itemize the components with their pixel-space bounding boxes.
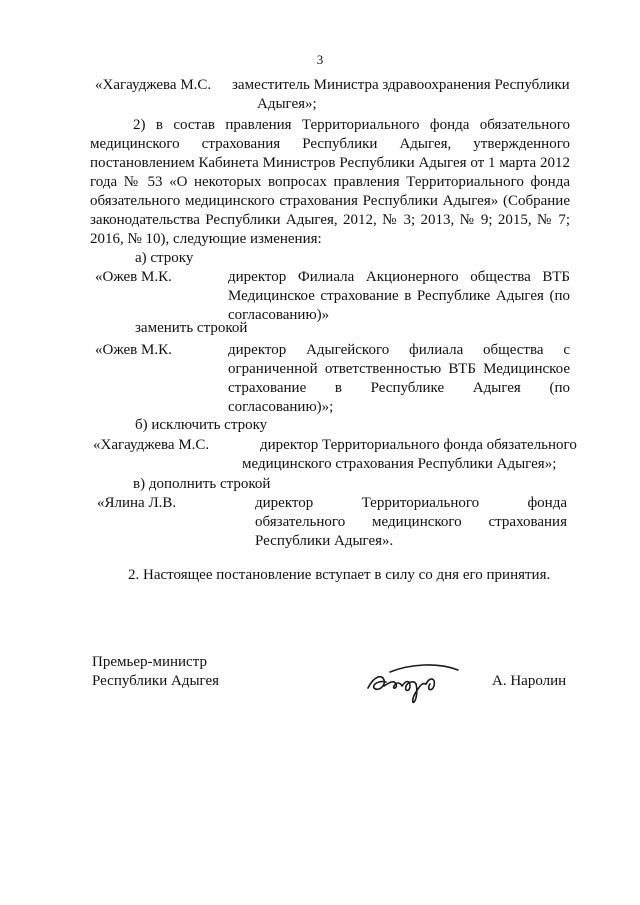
item-b-entry-name: «Хагауджева М.С.: [93, 437, 210, 453]
paragraph2-line5: обязательного медицинского страхования Республики Адыгея» (Собрание: [90, 193, 570, 209]
item-a-new-entry-line1: директор Адыгейского филиала общества с: [228, 342, 570, 358]
item-a-entry-name: «Ожев М.К.: [95, 269, 172, 285]
first-entry-position-line2: Адыгея»;: [257, 96, 317, 112]
item-a-label: а) строку: [135, 250, 194, 266]
item-v-entry-line1: директор Территориального фонда: [255, 495, 567, 511]
item-v-entry-line2: обязательного медицинского страхования: [255, 514, 567, 530]
item-a-replace-label: заменить строкой: [135, 320, 248, 336]
paragraph2-line3: постановлением Кабинета Министров Республики Адыгея от 1 марта 2012: [90, 155, 570, 171]
item-b-label: б) исключить строку: [135, 417, 268, 433]
item-a-entry-line1: директор Филиала Акционерного общества ВТБ: [228, 269, 570, 285]
item-a-entry-line2: Медицинское страхование в Республике Адыгея (по: [228, 288, 570, 304]
paragraph2-line2: медицинского страхования Республики Адыгея, утвержденного: [90, 136, 570, 152]
item-b-entry-line1: директор Территориального фонда обязательного: [260, 437, 577, 453]
signatory-name: А. Наролин: [492, 673, 567, 689]
item-a-entry-line3: согласованию)»: [228, 307, 330, 323]
point-2-text: 2. Настоящее постановление вступает в силу со дня его принятия.: [128, 567, 551, 583]
handwritten-signature: [360, 658, 470, 708]
signatory-title-line1: Премьер-министр: [92, 654, 207, 670]
item-a-new-entry-line2: ограниченной ответственностью ВТБ Медицинское: [228, 361, 570, 377]
item-a-new-entry-name: «Ожев М.К.: [95, 342, 172, 358]
item-v-label: в) дополнить строкой: [133, 476, 271, 492]
paragraph2-line1: 2) в состав правления Территориального фонда обязательного: [133, 117, 570, 133]
page-number: 3: [316, 52, 324, 67]
paragraph2-line7: 2016, № 10), следующие изменения:: [90, 231, 322, 247]
paragraph2-line6: законодательства Республики Адыгея, 2012, № 3; 2013, № 9; 2015, № 7;: [90, 212, 570, 228]
item-v-entry-line3: Республики Адыгея».: [255, 533, 394, 549]
signatory-title-line2: Республики Адыгея: [92, 673, 220, 689]
item-v-entry-name: «Ялина Л.В.: [97, 495, 177, 511]
item-b-entry-line2: медицинского страхования Республики Адыгея»;: [242, 456, 557, 472]
first-entry-name: «Хагауджева М.С.: [95, 77, 212, 93]
item-a-new-entry-line4: согласованию)»;: [228, 399, 334, 415]
first-entry-position-line1: заместитель Министра здравоохранения Республики: [232, 77, 570, 93]
item-a-new-entry-line3: страхование в Республике Адыгея (по: [228, 380, 570, 396]
paragraph2-line4: года № 53 «О некоторых вопросах правления Территориального фонда: [90, 174, 570, 190]
